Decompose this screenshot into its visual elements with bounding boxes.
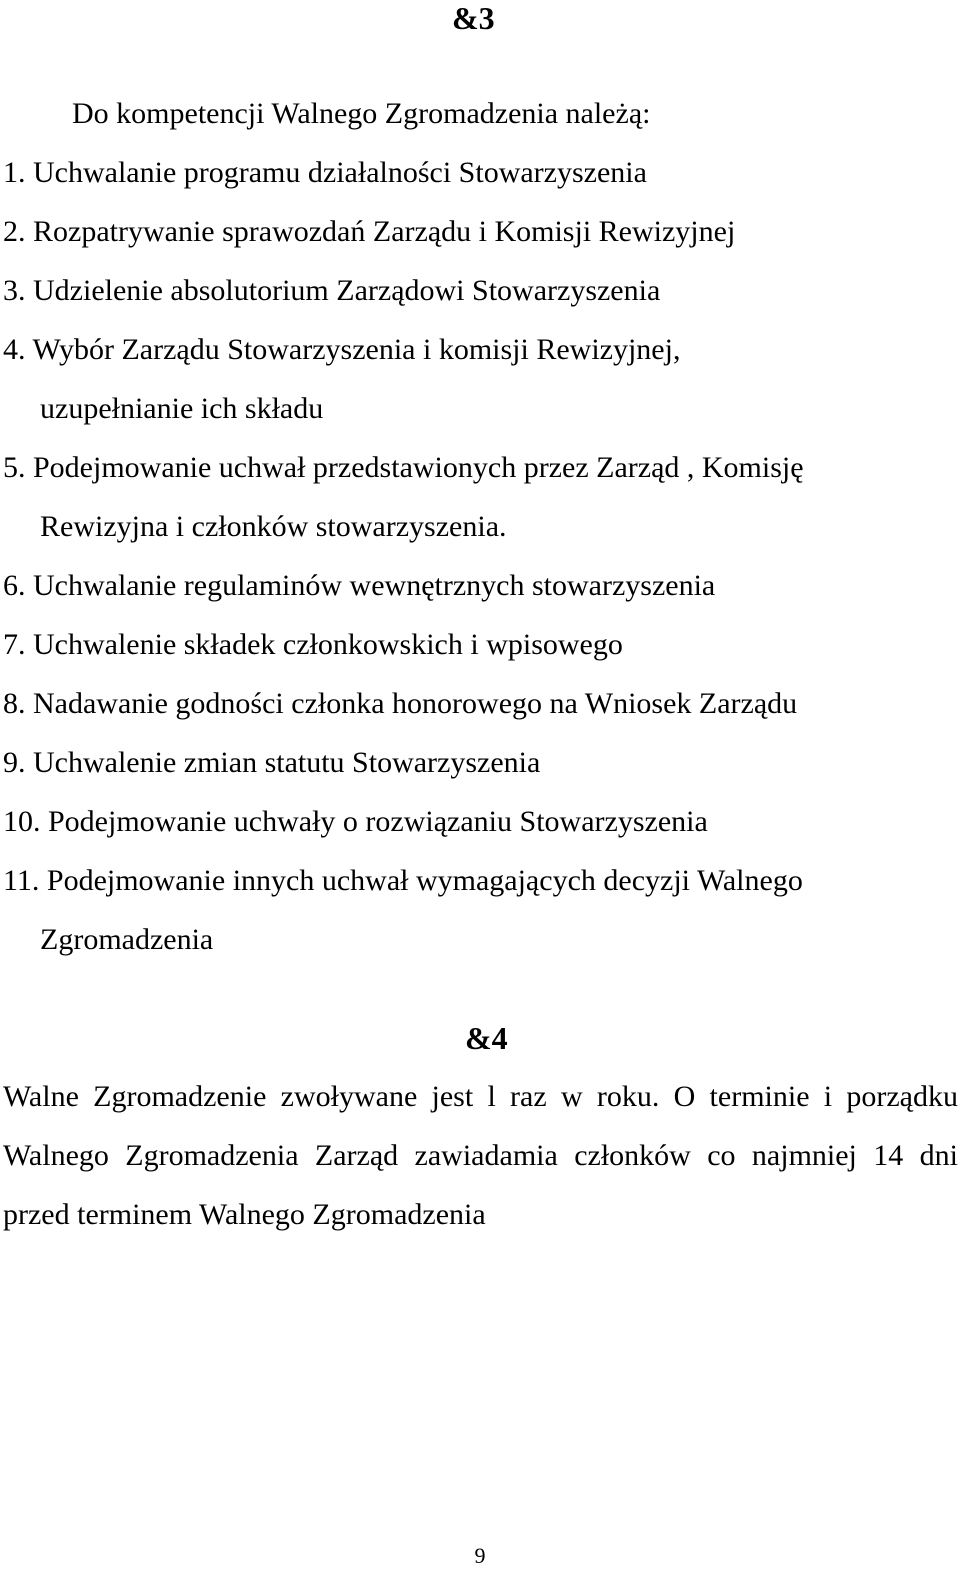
list-item-2: 2. Rozpatrywanie sprawozdań Zarządu i Komisji Rewizyjnej: [3, 215, 736, 248]
section-4-heading: &4: [465, 1020, 508, 1056]
section-3-intro: Do kompetencji Walnego Zgromadzenia należą:: [72, 97, 651, 130]
list-item-11-continuation: Zgromadzenia: [40, 923, 214, 956]
section-4-paragraph-line-2: Walnego Zgromadzenia Zarząd zawiadamia członków co najmniej 14 dni: [3, 1139, 958, 1172]
list-item-4: 4. Wybór Zarządu Stowarzyszenia i komisji Rewizyjnej,: [3, 333, 681, 366]
list-item-11: 11. Podejmowanie innych uchwał wymagających decyzji Walnego: [3, 864, 803, 897]
section-3-heading: &3: [452, 0, 495, 36]
list-item-9: 9. Uchwalenie zmian statutu Stowarzyszenia: [3, 746, 541, 779]
list-item-5-continuation: Rewizyjna i członków stowarzyszenia.: [40, 510, 507, 543]
list-item-8: 8. Nadawanie godności członka honorowego na Wniosek Zarządu: [3, 687, 798, 720]
section-4-paragraph-line-1: Walne Zgromadzenie zwoływane jest l raz w roku. O terminie i porządku: [3, 1080, 958, 1113]
page-number: 9: [474, 1543, 486, 1568]
list-item-6: 6. Uchwalanie regulaminów wewnętrznych stowarzyszenia: [3, 569, 716, 602]
section-4-paragraph-line-3: przed terminem Walnego Zgromadzenia: [3, 1198, 486, 1231]
list-item-10: 10. Podejmowanie uchwały o rozwiązaniu Stowarzyszenia: [3, 805, 708, 838]
list-item-3: 3. Udzielenie absolutorium Zarządowi Stowarzyszenia: [3, 274, 661, 307]
list-item-5: 5. Podejmowanie uchwał przedstawionych przez Zarząd , Komisję: [3, 451, 804, 484]
list-item-7: 7. Uchwalenie składek członkowskich i wpisowego: [3, 628, 623, 661]
list-item-1: 1. Uchwalanie programu działalności Stowarzyszenia: [3, 156, 647, 189]
list-item-4-continuation: uzupełnianie ich składu: [40, 392, 324, 425]
